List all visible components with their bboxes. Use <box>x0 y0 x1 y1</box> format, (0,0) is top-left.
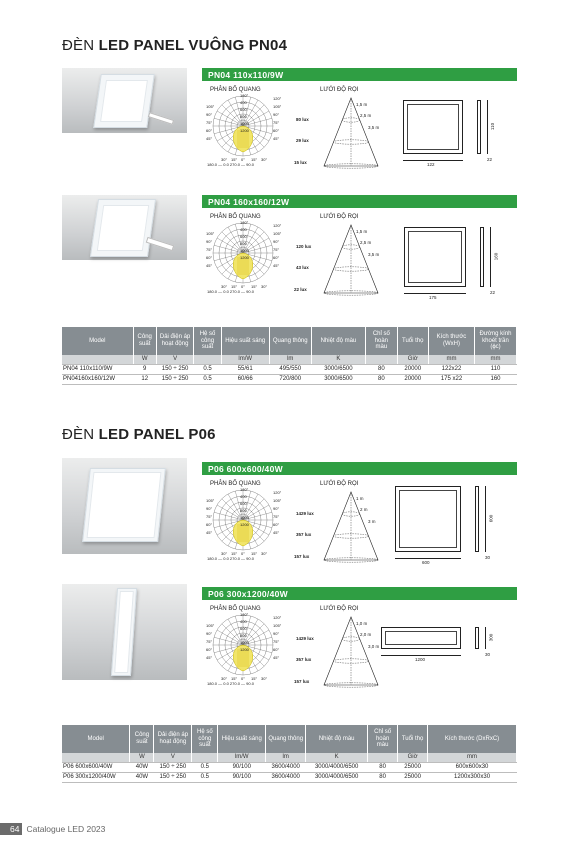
unit-cell: K <box>306 753 368 762</box>
cell: 150 ÷ 250 <box>156 364 194 374</box>
polar-ring-label: 600 <box>240 626 247 631</box>
cell: 3000/4000/6500 <box>306 762 368 772</box>
section-title <box>62 37 287 54</box>
table-units-row <box>62 355 517 364</box>
unit-cell: V <box>156 355 194 364</box>
cell: 0.5 <box>194 364 221 374</box>
cell: PN04160x160/12W <box>62 374 133 384</box>
th: Tuổi thọ <box>397 327 428 355</box>
polar-angle-left: 105° <box>206 231 215 236</box>
th: Nhiệt độ màu <box>311 327 365 355</box>
polar-angle-right: 105° <box>273 623 282 628</box>
polar-angle-right: 120° <box>273 490 282 495</box>
dimension-outline <box>404 227 466 287</box>
distance-label: 3,5 m <box>368 252 380 257</box>
polar-ring-label: 800 <box>240 241 247 246</box>
polar-angle-left: 90° <box>206 239 213 244</box>
lux-label: 357 lux <box>296 532 312 537</box>
polar-angle-right: 60° <box>273 255 280 260</box>
polar-angle-right: 120° <box>273 615 282 620</box>
cell: 25000 <box>398 762 428 772</box>
dimension-height: 300 <box>488 633 494 642</box>
polar-bottom-label: 30° <box>261 157 268 162</box>
polar-title: PHÂN BỐ QUANG <box>210 481 261 487</box>
polar-ring-label: 400 <box>240 227 247 232</box>
distance-label: 1,5 m <box>356 102 368 107</box>
dimension-inner <box>408 231 462 283</box>
cell: 0.5 <box>194 374 221 384</box>
polar-legend: 180.0 — 0.0 270.0 — 90.0 <box>207 162 254 167</box>
dimension-outline <box>381 627 461 649</box>
polar-bottom-label: 15° <box>251 676 258 681</box>
polar-ring-label: 600 <box>240 107 247 112</box>
polar-angle-left: 45° <box>206 530 213 535</box>
polar-bottom-label: 30° <box>221 157 228 162</box>
polar-bottom-label: 15° <box>231 551 238 556</box>
th: Chỉ số hoàn màu <box>368 725 398 753</box>
th: Hệ số công suất <box>192 725 218 753</box>
cell: 3000/6500 <box>311 374 365 384</box>
distance-label: 1,5 m <box>356 229 368 234</box>
cell: 80 <box>368 762 398 772</box>
table-row <box>62 364 517 374</box>
polar-angle-right: 90° <box>273 506 280 511</box>
page-number: 64 <box>0 823 22 835</box>
cell: 60/66 <box>221 374 269 384</box>
polar-ring-label: 1000 <box>240 121 249 126</box>
dimension-inner <box>407 104 459 150</box>
grid-title: LƯỚI ĐỘ RỌI <box>320 214 359 220</box>
polar-bottom-label: 15° <box>231 676 238 681</box>
th: Hiệu suất sáng <box>221 327 269 355</box>
cell: 20000 <box>397 364 428 374</box>
polar-bottom-label: 15° <box>231 157 238 162</box>
dimension-height-line <box>487 100 488 154</box>
dimension-width-line <box>395 558 461 559</box>
lux-label: 1429 lux <box>296 636 314 641</box>
cell: 90/100 <box>218 762 266 772</box>
polar-title: PHÂN BỐ QUANG <box>210 606 261 612</box>
product-name-bar: P06 600x600/40W <box>202 462 517 475</box>
unit-cell: mm <box>475 355 517 364</box>
driver-box <box>148 112 174 125</box>
cell: 600x600x30 <box>428 762 517 772</box>
driver-box <box>146 237 174 251</box>
section-title <box>62 426 216 443</box>
polar-angle-right: 45° <box>273 136 280 141</box>
polar-bottom-label: 30° <box>221 551 228 556</box>
polar-ring-label: 400 <box>240 619 247 624</box>
lux-label: 15 lux <box>294 160 307 165</box>
cell: 3000/4000/6500 <box>306 772 368 782</box>
dimension-inner <box>399 490 457 548</box>
distance-label: 3,5 m <box>368 125 380 130</box>
cell: 40W <box>130 762 154 772</box>
cell: 110 <box>475 364 517 374</box>
polar-angle-left: 105° <box>206 623 215 628</box>
unit-cell <box>194 355 221 364</box>
polar-ring-label: 800 <box>240 508 247 513</box>
panel-shape <box>93 74 155 128</box>
polar-legend: 180.0 — 0.0 270.0 — 90.0 <box>207 681 254 686</box>
polar-angle-right: 120° <box>273 223 282 228</box>
distance-label: 1 m <box>356 496 364 501</box>
panel-face <box>97 205 149 251</box>
lux-label: 157 lux <box>294 679 310 684</box>
cell: PN04 110x110/9W <box>62 364 133 374</box>
polar-angle-left: 45° <box>206 263 213 268</box>
polar-angle-right: 90° <box>273 631 280 636</box>
polar-ring-label: 400 <box>240 100 247 105</box>
cell: 80 <box>366 374 397 384</box>
table-row <box>62 762 517 772</box>
cell: 20000 <box>397 374 428 384</box>
lux-label: 80 lux <box>296 117 309 122</box>
title-bold: LED PANEL VUÔNG PN04 <box>98 37 288 54</box>
cell: 720/800 <box>269 374 311 384</box>
polar-bottom-label: 30° <box>261 284 268 289</box>
grid-title: LƯỚI ĐỘ RỌI <box>320 606 359 612</box>
table-units-row <box>62 753 517 762</box>
cell: 25000 <box>398 772 428 782</box>
cell: 80 <box>368 772 398 782</box>
product-photo <box>62 458 187 554</box>
dimension-height-line <box>485 486 486 552</box>
polar-angle-right: 45° <box>273 655 280 660</box>
polar-angle-left: 90° <box>206 631 213 636</box>
polar-bottom-label: 30° <box>261 676 268 681</box>
polar-top-label: 180° <box>240 220 249 225</box>
polar-ring-label: 800 <box>240 114 247 119</box>
cone-diagram <box>316 490 386 566</box>
polar-ring-label: 600 <box>240 501 247 506</box>
dimension-depth: 30 <box>485 652 491 657</box>
polar-angle-left: 60° <box>206 255 213 260</box>
lux-label: 357 lux <box>296 657 312 662</box>
unit-cell <box>368 753 398 762</box>
side-profile <box>475 486 479 552</box>
polar-bottom-label: 15° <box>251 284 258 289</box>
th: Model <box>62 725 130 753</box>
polar-chart <box>203 213 283 293</box>
polar-chart <box>203 605 283 685</box>
th: Dải điện áp hoạt động <box>154 725 192 753</box>
polar-ring-label: 1200 <box>240 522 249 527</box>
dimension-depth: 22 <box>490 290 496 295</box>
polar-ring-label: 1000 <box>240 248 249 253</box>
th: Model <box>62 327 133 355</box>
polar-legend: 180.0 — 0.0 270.0 — 90.0 <box>207 556 254 561</box>
polar-angle-right: 120° <box>273 96 282 101</box>
th: Hiệu suất sáng <box>218 725 266 753</box>
dimension-height: 600 <box>488 514 494 523</box>
polar-angle-left: 75° <box>206 247 213 252</box>
polar-bottom-label: 0° <box>241 284 245 289</box>
dimension-width: 175 <box>429 295 437 300</box>
product-name-bar: P06 300x1200/40W <box>202 587 517 600</box>
table-row <box>62 374 517 384</box>
polar-ring-label: 1000 <box>240 515 249 520</box>
unit-cell: lm <box>269 355 311 364</box>
unit-cell: lm/W <box>221 355 269 364</box>
distance-label: 2,5 m <box>360 240 372 245</box>
unit-cell: K <box>311 355 365 364</box>
polar-angle-right: 90° <box>273 112 280 117</box>
title-prefix: ĐÈN <box>62 426 99 443</box>
polar-angle-right: 75° <box>273 514 280 519</box>
dimension-width-line <box>403 160 463 161</box>
unit-cell <box>62 753 130 762</box>
title-bold: LED PANEL P06 <box>98 426 216 443</box>
th: Nhiệt độ màu <box>306 725 368 753</box>
polar-title: PHÂN BỐ QUANG <box>210 87 261 93</box>
polar-title: PHÂN BỐ QUANG <box>210 214 261 220</box>
polar-angle-left: 75° <box>206 514 213 519</box>
title-prefix: ĐÈN <box>62 37 99 54</box>
polar-angle-left: 45° <box>206 655 213 660</box>
distance-label: 1,0 m <box>356 621 368 626</box>
polar-ring-label: 1200 <box>240 647 249 652</box>
polar-bottom-label: 30° <box>221 676 228 681</box>
polar-angle-left: 60° <box>206 128 213 133</box>
polar-chart <box>203 480 283 560</box>
cone-diagram <box>316 615 386 691</box>
polar-angle-right: 60° <box>273 522 280 527</box>
distance-label: 3,0 m <box>368 644 380 649</box>
th: Tuổi thọ <box>398 725 428 753</box>
lux-label: 120 lux <box>296 244 312 249</box>
polar-top-label: 180° <box>240 612 249 617</box>
side-profile <box>477 100 481 154</box>
cell: 55/61 <box>221 364 269 374</box>
polar-ring-label: 1000 <box>240 640 249 645</box>
th: Kích thước (WxH) <box>428 327 474 355</box>
cell: 150 ÷ 250 <box>156 374 194 384</box>
polar-ring-label: 1200 <box>240 255 249 260</box>
dimension-height: 110 <box>490 122 496 131</box>
polar-angle-left: 60° <box>206 647 213 652</box>
polar-angle-right: 105° <box>273 104 282 109</box>
cell: 3600/4000 <box>266 772 306 782</box>
unit-cell: V <box>154 753 192 762</box>
polar-bottom-label: 30° <box>221 284 228 289</box>
polar-angle-right: 105° <box>273 498 282 503</box>
lux-label: 22 lux <box>294 287 307 292</box>
dimension-width: 600 <box>422 560 430 565</box>
dimension-height-line <box>490 227 491 287</box>
table-row <box>62 772 517 782</box>
cell: 495/550 <box>269 364 311 374</box>
dimension-depth: 30 <box>485 555 491 560</box>
table-header-row <box>62 327 517 355</box>
th: Quang thông <box>266 725 306 753</box>
th: Kích thước (DxRxC) <box>428 725 517 753</box>
polar-bottom-label: 15° <box>251 157 258 162</box>
unit-cell <box>192 753 218 762</box>
polar-bottom-label: 15° <box>231 284 238 289</box>
polar-ring-label: 1200 <box>240 128 249 133</box>
dimension-height: 160 <box>493 252 499 261</box>
distance-label: 2,0 m <box>360 632 372 637</box>
side-profile <box>480 227 484 287</box>
product-photo <box>62 584 187 680</box>
unit-cell: mm <box>428 753 517 762</box>
unit-cell: mm <box>428 355 474 364</box>
polar-top-label: 180° <box>240 93 249 98</box>
cell: 0.5 <box>192 762 218 772</box>
polar-ring-label: 600 <box>240 234 247 239</box>
grid-title: LƯỚI ĐỘ RỌI <box>320 481 359 487</box>
cell: 12 <box>133 374 156 384</box>
th: Quang thông <box>269 327 311 355</box>
distance-label: 2 m <box>360 507 368 512</box>
dimension-outline <box>403 100 463 154</box>
polar-angle-right: 75° <box>273 120 280 125</box>
dimension-height-line <box>485 627 486 649</box>
dimension-depth: 22 <box>487 157 493 162</box>
cell: 90/100 <box>218 772 266 782</box>
polar-chart <box>203 86 283 166</box>
cell: 3600/4000 <box>266 762 306 772</box>
product-name-bar: PN04 110x110/9W <box>202 68 517 81</box>
cell: P06 300x1200/40W <box>62 772 130 782</box>
polar-angle-left: 75° <box>206 120 213 125</box>
cell: 150 ÷ 250 <box>154 762 192 772</box>
cell: 0.5 <box>192 772 218 782</box>
product-photo <box>62 195 187 260</box>
polar-angle-left: 90° <box>206 112 213 117</box>
unit-cell: W <box>133 355 156 364</box>
polar-angle-left: 45° <box>206 136 213 141</box>
spec-table <box>62 725 517 783</box>
polar-ring-label: 800 <box>240 633 247 638</box>
panel-face <box>100 80 148 122</box>
polar-angle-left: 105° <box>206 104 215 109</box>
lux-label: 157 lux <box>294 554 310 559</box>
dimension-width: 1200 <box>415 657 426 662</box>
polar-legend: 180.0 — 0.0 270.0 — 90.0 <box>207 289 254 294</box>
cell: 9 <box>133 364 156 374</box>
spec-table <box>62 327 517 385</box>
polar-angle-right: 60° <box>273 647 280 652</box>
side-profile <box>475 627 479 649</box>
dimension-width-line <box>404 293 466 294</box>
cell: 3000/6500 <box>311 364 365 374</box>
polar-angle-left: 60° <box>206 522 213 527</box>
polar-bottom-label: 30° <box>261 551 268 556</box>
th: Hệ số công suất <box>194 327 221 355</box>
distance-label: 3 m <box>368 519 376 524</box>
polar-angle-left: 75° <box>206 639 213 644</box>
polar-angle-right: 105° <box>273 231 282 236</box>
th: Chỉ số hoàn màu <box>366 327 397 355</box>
cell: P06 600x600/40W <box>62 762 130 772</box>
th: Công suất <box>130 725 154 753</box>
polar-angle-left: 90° <box>206 506 213 511</box>
cell: 1200x300x30 <box>428 772 517 782</box>
cell: 122x22 <box>428 364 474 374</box>
polar-angle-right: 90° <box>273 239 280 244</box>
polar-angle-right: 60° <box>273 128 280 133</box>
polar-top-label: 180° <box>240 487 249 492</box>
dimension-inner <box>385 631 457 645</box>
polar-angle-right: 75° <box>273 639 280 644</box>
unit-cell: W <box>130 753 154 762</box>
panel-shape <box>82 468 166 542</box>
dimension-width: 122 <box>427 162 435 167</box>
lux-label: 43 lux <box>296 265 309 270</box>
panel-shape <box>111 588 137 676</box>
unit-cell: Giờ <box>397 355 428 364</box>
product-photo <box>62 68 187 133</box>
cell: 150 ÷ 250 <box>154 772 192 782</box>
polar-ring-label: 400 <box>240 494 247 499</box>
th: Đường kính khoét trần (ϕc) <box>475 327 517 355</box>
polar-angle-left: 105° <box>206 498 215 503</box>
polar-bottom-label: 0° <box>241 157 245 162</box>
th: Công suất <box>133 327 156 355</box>
grid-title: LƯỚI ĐỘ RỌI <box>320 87 359 93</box>
panel-face <box>114 591 134 673</box>
product-name-bar: PN04 160x160/12W <box>202 195 517 208</box>
table-header-row <box>62 725 517 753</box>
cone-diagram <box>316 223 386 299</box>
cone-diagram <box>316 96 386 172</box>
page-footer <box>0 823 105 835</box>
th: Dải điện áp hoạt động <box>156 327 194 355</box>
unit-cell: lm <box>266 753 306 762</box>
unit-cell: Giờ <box>398 753 428 762</box>
polar-angle-right: 45° <box>273 530 280 535</box>
lux-label: 1429 lux <box>296 511 314 516</box>
panel-face <box>87 472 162 538</box>
cell: 40W <box>130 772 154 782</box>
dimension-width-line <box>381 655 461 656</box>
polar-bottom-label: 15° <box>251 551 258 556</box>
unit-cell <box>62 355 133 364</box>
unit-cell <box>366 355 397 364</box>
polar-angle-right: 45° <box>273 263 280 268</box>
polar-bottom-label: 0° <box>241 551 245 556</box>
distance-label: 2,5 m <box>360 113 372 118</box>
unit-cell: lm/W <box>218 753 266 762</box>
footer-text: Catalogue LED 2023 <box>26 824 106 834</box>
panel-shape <box>90 199 156 257</box>
cell: 160 <box>475 374 517 384</box>
lux-label: 29 lux <box>296 138 309 143</box>
cell: 175 x22 <box>428 374 474 384</box>
cell: 80 <box>366 364 397 374</box>
polar-angle-right: 75° <box>273 247 280 252</box>
polar-bottom-label: 0° <box>241 676 245 681</box>
dimension-outline <box>395 486 461 552</box>
